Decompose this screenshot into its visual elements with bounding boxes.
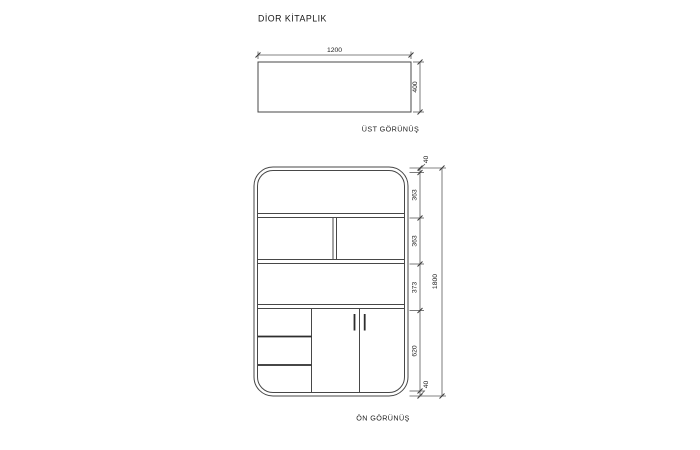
leader-line [418,164,425,171]
right-door-handle [364,314,366,331]
top-view-caption: ÜST GÖRÜNÜŞ [361,124,420,134]
segment-label-363a: 363 [411,189,419,201]
top-view [256,47,425,134]
compartment-divider [333,218,337,260]
segment-label-373: 373 [411,281,419,294]
left-door-handle [354,314,356,331]
double-doors [354,309,366,393]
shelf-1 [258,214,404,218]
front-overall-dimension [432,166,445,399]
overall-height-label: 1800 [432,273,439,290]
front-view-inner-outline [258,171,405,393]
segment-label-620: 620 [411,345,419,357]
top-view-depth-dimension [412,60,424,115]
front-view [254,156,446,423]
front-height-dimension-chain [410,156,447,399]
drawing-title: DİOR KİTAPLIK [258,13,327,24]
drawer-stack [258,309,312,393]
top-view-width-dimension [256,47,414,59]
segment-label-top-40: 40 [423,155,430,164]
top-view-width-label: 1200 [326,47,343,54]
shelf-3 [258,305,404,309]
top-view-outline [258,62,411,112]
top-view-depth-label: 400 [412,81,419,93]
front-view-outer-outline [254,167,408,396]
shelf-2 [258,260,404,264]
front-view-caption: ÖN GÖRÜNÜŞ [356,413,410,423]
segment-label-bottom-40: 40 [423,380,430,389]
segment-label-363b: 363 [411,235,419,247]
